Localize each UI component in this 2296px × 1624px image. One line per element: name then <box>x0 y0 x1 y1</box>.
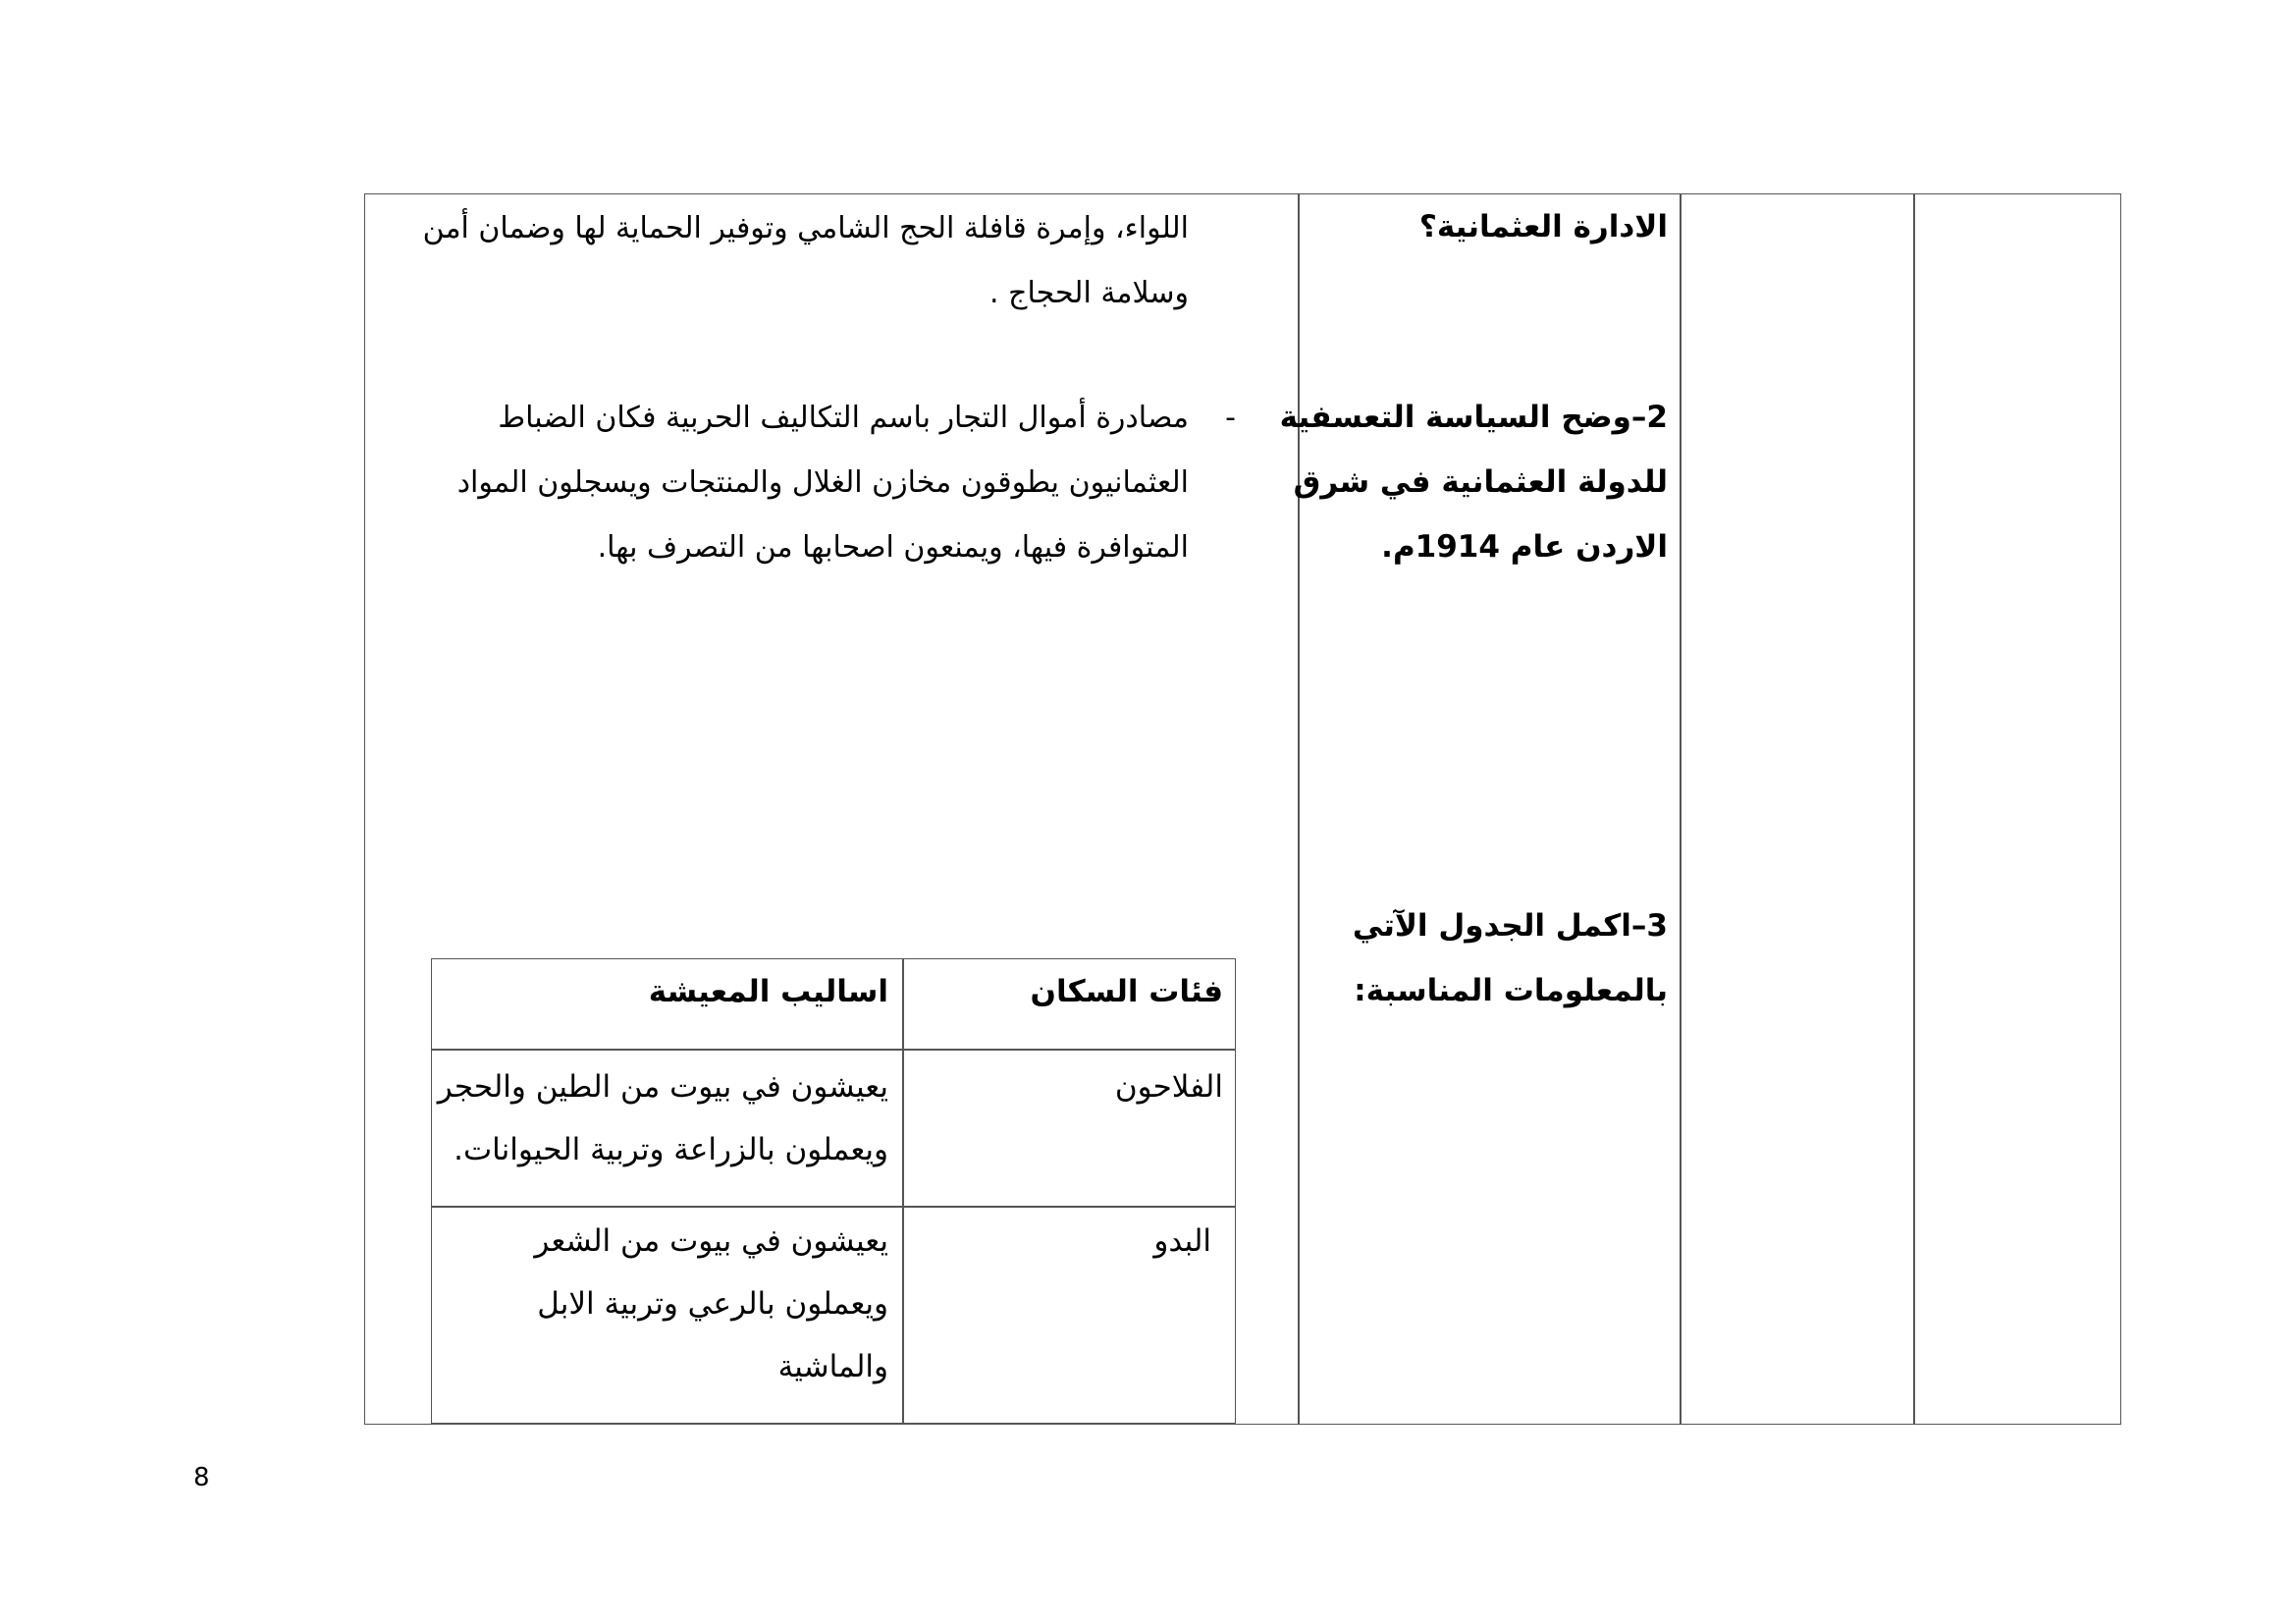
answer-line: العثمانيون يطوقون مخازن الغلال والمنتجات ويسجلون المواد <box>456 465 1189 500</box>
row-group-name: البدو <box>1153 1223 1211 1259</box>
bullet-marker: - <box>1225 401 1236 435</box>
header-livelihoods: اساليب المعيشة <box>648 974 888 1009</box>
question-2-line: الاردن عام 1914م. <box>1381 529 1668 565</box>
answer-line: وسلامة الحجاج . <box>989 276 1189 310</box>
row-livelihood-line: والماشية <box>777 1349 888 1384</box>
row-livelihood-line: ويعملون بالزراعة وتربية الحيوانات. <box>454 1132 888 1167</box>
row-group-name: الفلاحون <box>1114 1069 1223 1105</box>
question-2-line: للدولة العثمانية في شرق <box>1293 464 1668 500</box>
answer-line: المتوافرة فيها، ويمنعون اصحابها من التصرف بها. <box>597 530 1189 565</box>
column-divider <box>1913 193 1915 1425</box>
inner-row-divider <box>431 1206 1236 1208</box>
question-3-line: 3–اكمل الجدول الآتي <box>1352 908 1668 944</box>
header-population-groups: فئات السكان <box>1030 974 1223 1009</box>
page-number: 8 <box>193 1463 210 1492</box>
inner-column-divider <box>902 958 904 1424</box>
row-livelihood-line: يعيشون في بيوت من الطين والحجر <box>437 1069 888 1105</box>
answer-line: مصادرة أموال التجار باسم التكاليف الحربية فكان الضباط <box>498 401 1189 435</box>
question-1-tail: الادارة العثمانية؟ <box>1418 209 1668 244</box>
row-livelihood-line: يعيشون في بيوت من الشعر <box>534 1223 888 1259</box>
inner-row-divider <box>431 1049 1236 1051</box>
column-divider <box>1680 193 1682 1425</box>
column-divider <box>1298 193 1300 1425</box>
question-3-line: بالمعلومات المناسبة: <box>1354 973 1668 1008</box>
row-livelihood-line: ويعملون بالرعي وتربية الابل <box>537 1286 888 1322</box>
answer-line: اللواء، وإمرة قافلة الحج الشامي وتوفير الحماية لها وضمان أمن <box>422 211 1189 245</box>
question-2-line: 2–وضح السياسة التعسفية <box>1279 400 1668 435</box>
